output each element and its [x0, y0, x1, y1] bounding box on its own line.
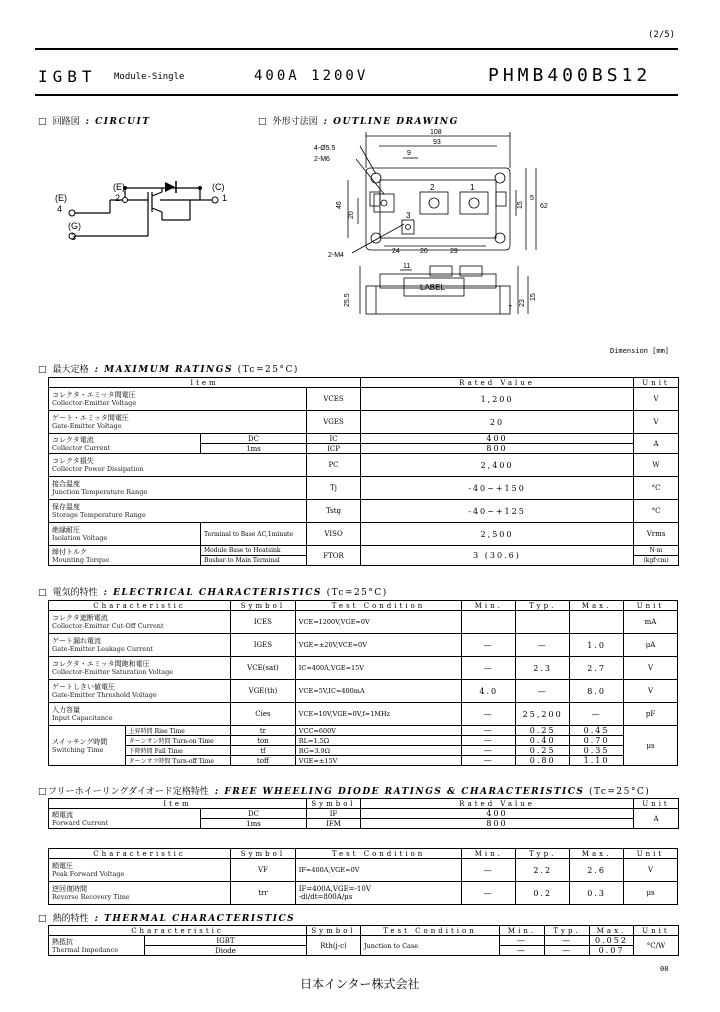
table-row: コレクタ損失 Collector Power Dissipation PC 2,400 W: [49, 454, 679, 477]
table-row: 順電圧 Peak Forward Voltage VF IF=400A,VGE=0V — 2.2 2.6 V: [49, 859, 678, 882]
outline-title: □ 外形寸法図 : OUTLINE DRAWING: [258, 117, 459, 127]
table-row: 逆回復時間 Reverse Recovery Time trr IF=400A,VGE=-10V -di/dt=800A/μs — 0.2 0.3 μs: [49, 882, 678, 905]
table-row: ゲート漏れ電流 Gate-Emitter Leakage Current IGES VGE=±20V,VCE=0V — — 1.0 μA: [49, 634, 678, 657]
label-c-top: (C): [212, 182, 225, 192]
label-c-top-num: 1: [222, 193, 228, 203]
label-g-num: 3: [71, 232, 77, 242]
table-row: ターンオン時間 Turn-on Time ton RL=1.5Ω — 0.40 0.70: [49, 736, 678, 746]
table-row: 絶縁耐圧 Isolation Voltage Terminal to Base AC,1minute VISO 2,500 Vrms: [49, 523, 679, 546]
table-row: 保存温度 Storage Temperature Range Tstg -40~+125 °C: [49, 500, 679, 523]
table-row: ゲートしきい値電圧 Gate-Emitter Threshold Voltage VGE(th) VCE=5V,IC=400mA 4.0 — 8.0 V: [49, 680, 678, 703]
dimension-unit: Dimension [mm]: [610, 347, 670, 355]
table-row: コレクタ・エミッタ間電圧 Collector-Emitter Voltage VCES 1,200 V: [49, 388, 679, 411]
max-ratings-title: □ 最大定格 : MAXIMUM RATINGS (Tc=25°C): [38, 365, 299, 375]
table-row: ターンオフ時間 Turn-off Time toff VGE=±15V — 0.80 1.10: [49, 756, 678, 766]
header-rule-top: [35, 48, 678, 50]
product-type: IGBT: [38, 67, 97, 86]
electrical-title: □ 電気的特性 : ELECTRICAL CHARACTERISTICS (Tc=25°C): [38, 588, 388, 598]
module-type: Module-Single: [114, 72, 185, 82]
label-e-top: (E): [113, 182, 125, 192]
svg-text:20: 20: [420, 248, 428, 255]
svg-text:25.5: 25.5: [344, 293, 351, 307]
outline-drawing: [300, 128, 560, 330]
svg-text:1: 1: [470, 183, 475, 192]
svg-text:23: 23: [519, 299, 526, 307]
label-e-top-num: 2: [115, 193, 121, 203]
svg-text:11: 11: [403, 263, 411, 270]
svg-text:20: 20: [348, 211, 355, 219]
circuit-title: □ 回路図 : CIRCUIT: [38, 117, 151, 127]
svg-text:29: 29: [450, 248, 458, 255]
table-row: コレクタ・エミッタ間飽和電圧 Collector-Emitter Saturation Voltage VCE(sat) IC=400A,VGE=15V — 2.3 2.7 V: [49, 657, 678, 680]
page-number: (2/5): [648, 30, 676, 40]
table-row: コレクタ電流 Collector Current DC IC 400 A: [49, 434, 679, 444]
svg-text:15: 15: [530, 293, 537, 301]
fwd-char-table: Characteristic Symbol Test Condition Min. Typ. Max. Unit 順電圧 Peak Forward Voltage VF IF=400A,VGE=0V — 2.2 2.6 V 逆回復時間 Reverse Recovery Time trr IF=400A,VGE=-10V -di/dt=800A/μs — 0.2 0.3 μs: [48, 848, 678, 905]
label-e-left-num: 4: [57, 204, 63, 214]
svg-text:5: 5: [530, 195, 534, 202]
circuit-diagram: [50, 168, 240, 248]
svg-text:4-Ø5.5: 4-Ø5.5: [314, 145, 336, 152]
table-row: 下降時間 Fall Time tf RG=3.9Ω — 0.25 0.35: [49, 746, 678, 756]
table-row: ゲート・エミッタ間電圧 Gate-Emitter Voltage VGES 20 V: [49, 411, 679, 434]
table-row: Busbar to Main Terminal (kgf·cm): [49, 556, 679, 566]
thermal-title: □ 熱的特性 : THERMAL CHARACTERISTICS: [38, 914, 296, 924]
footer-code: 00: [660, 965, 669, 973]
svg-text:62: 62: [540, 203, 548, 210]
svg-text:15: 15: [517, 201, 524, 209]
table-row: 接合温度 Junction Temperature Range Tj -40~+150 °C: [49, 477, 679, 500]
svg-text:9: 9: [407, 150, 411, 157]
svg-text:7: 7: [508, 305, 512, 312]
label-g: (G): [68, 221, 81, 231]
table-row: Diode — — 0.07: [49, 946, 679, 956]
table-row: コレクタ遮断電流 Collector-Emitter Cut-Off Current ICES VCE=1200V,VGE=0V mA: [49, 611, 678, 634]
svg-text:93: 93: [433, 139, 441, 146]
electrical-table: Characteristic Symbol Test Condition Min. Typ. Max. Unit コレクタ遮断電流 Collector-Emitter Cut-Off Current ICES VCE=1200V,VGE=0V mA ゲート漏れ電流 Gate-Emitter Leakage Current IGES VGE=±20V,VCE=0V — — 1.0 μA コレクタ・エミッタ間飽和電圧 Collector-Emitter Saturation Voltage VCE(sat) IC=400A,VGE=15V — 2.3 2.7 V ゲートしきい値電圧 Gate-Emitter Threshold Voltage VGE(th) VCE=5V,IC=400mA 4.0 — 8.0 V 入力容量 Input Capacitance Cies VCE=10V,VGE=0V,f=1MHz — 25,200 — pF スイッチング時間 Switching Time 上昇時間 Rise Time tr VCC=600V — 0.25 0.45 μs ターンオン時間 Turn-on Time ton RL=1.5Ω — 0.40 0.70 下降時間 Fall Time tf RG=3.9Ω — 0.25 0.35 ターンオフ時間 Turn-off Time toff VGE=±15V — 0.80 1.10: [48, 600, 678, 766]
svg-text:3: 3: [406, 211, 411, 220]
fwd-title: □フリーホイーリングダイオード定格特性 : FREE WHEELING DIODE RATINGS & CHARACTERISTICS (Tc=25°C): [38, 787, 651, 797]
table-row: 1ms IFM 800: [49, 819, 679, 829]
max-ratings-table: Item Rated Value Unit コレクタ・エミッタ間電圧 Collector-Emitter Voltage VCES 1,200 V ゲート・エミッタ間電圧 Gate-Emitter Voltage VGES 20 V コレクタ電流 Collector Current DC IC 400 A 1ms ICP 800 コレクタ損失 Collector Power Dissipation PC 2,400 W 接合温度 Junction Temperature Range Tj -40~+150 °C 保存温度 Storage Temperature Range Tstg -40~+125 °C 絶縁耐圧 Isolation Voltage Terminal to Base AC,1minute VISO 2,500 Vrms 締付トルク Mounting Torque Module Base to Heatsink FTOR 3 (30.6) N·m Busbar to Main Terminal (kgf·cm): [48, 377, 679, 566]
table-row: 入力容量 Input Capacitance Cies VCE=10V,VGE=0V,f=1MHz — 25,200 — pF: [49, 703, 678, 726]
fwd-rating-table: Item Symbol Rated Value Unit 順電流 Forward Current DC IF 400 A 1ms IFM 800: [48, 798, 679, 829]
table-row: スイッチング時間 Switching Time 上昇時間 Rise Time tr VCC=600V — 0.25 0.45 μs: [49, 726, 678, 736]
table-row: 順電流 Forward Current DC IF 400 A: [49, 809, 679, 819]
table-row: 熱抵抗 Thermal Impedance IGBT Rth(j-c) Junction to Case — — 0.052 °C/W: [49, 936, 679, 946]
thermal-table: Characteristic Symbol Test Condition Min. Typ. Max. Unit 熱抵抗 Thermal Impedance IGBT Rth(j-c) Junction to Case — — 0.052 °C/W Diode — — 0.07: [48, 925, 679, 956]
svg-text:LABEL: LABEL: [420, 283, 445, 292]
svg-text:2-M6: 2-M6: [314, 156, 330, 163]
rating: 400A 1200V: [254, 68, 369, 84]
svg-text:46: 46: [336, 201, 343, 209]
table-row: 締付トルク Mounting Torque Module Base to Heatsink FTOR 3 (30.6) N·m: [49, 546, 679, 556]
footer-company: 日本インター株式会社: [300, 977, 420, 991]
svg-text:108: 108: [430, 129, 442, 136]
svg-text:2-M4: 2-M4: [328, 252, 344, 259]
part-number: PHMB400BS12: [488, 65, 652, 86]
header-rule-bottom: [35, 94, 678, 96]
table-row: 1ms ICP 800: [49, 444, 679, 454]
svg-text:24: 24: [392, 248, 400, 255]
svg-text:2: 2: [430, 183, 435, 192]
label-e-left: (E): [55, 193, 67, 203]
